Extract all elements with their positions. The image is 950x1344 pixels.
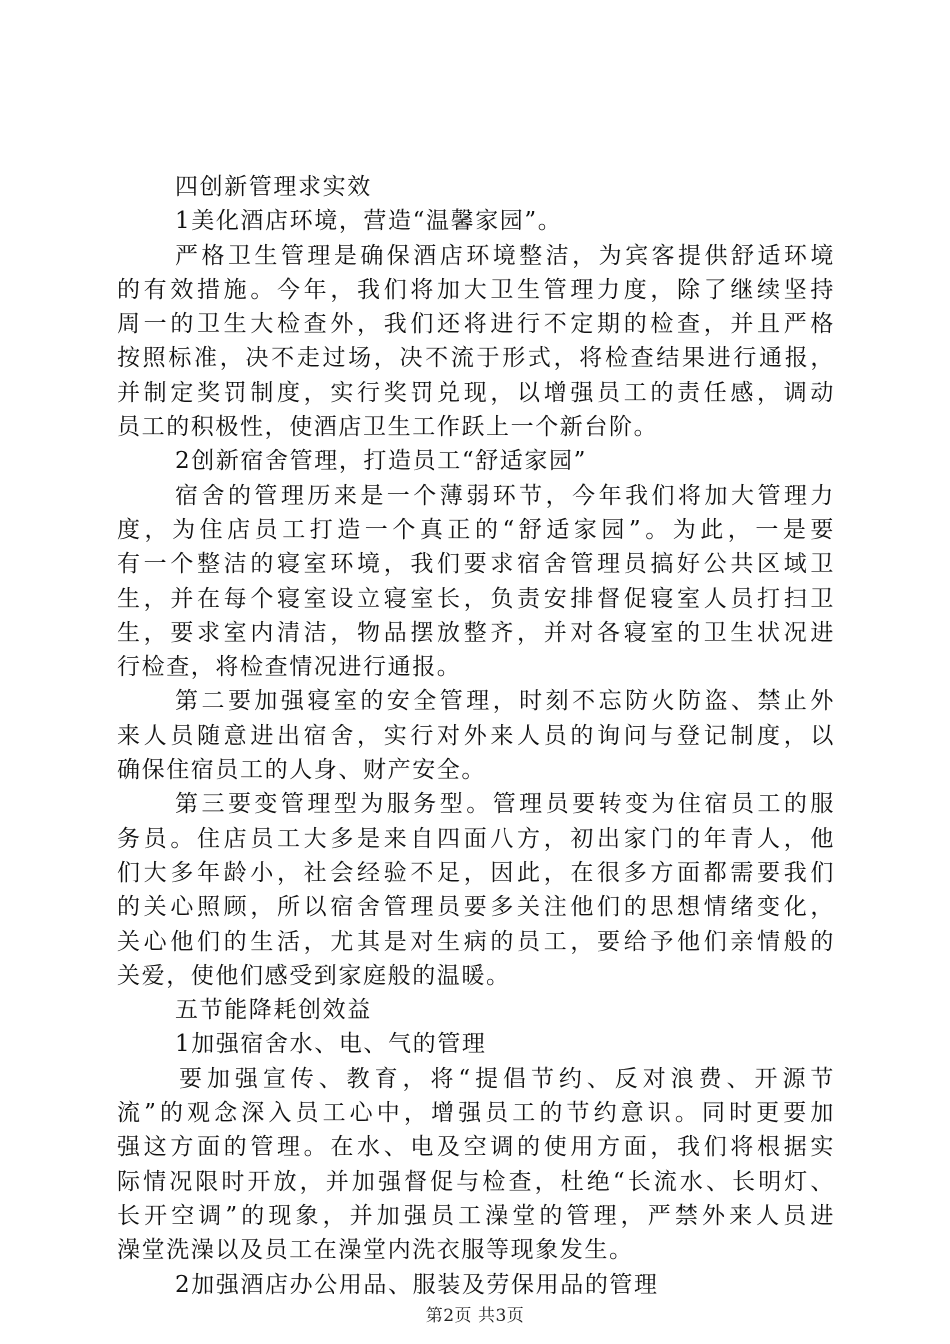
- subheading-2-dormitory: 2创新宿舍管理，打造员工“舒适家园”: [175, 448, 587, 475]
- paragraph-line: 澡堂洗澡以及员工在澡堂内洗衣服等现象发生。: [117, 1237, 634, 1264]
- page-number-footer: 第2页 共3页: [425, 1306, 525, 1326]
- subheading-2-supplies: 2加强酒店办公用品、服装及劳保用品的管理: [175, 1271, 659, 1298]
- paragraph-line: 来人员随意进出宿舍，实行对外来人员的询问与登记制度，以: [117, 722, 835, 749]
- document-body: [117, 170, 835, 1302]
- paragraph-line: 际情况限时开放，并加强督促与检查，杜绝“长流水、长明灯、: [117, 1168, 835, 1195]
- paragraph-line: 长开空调”的现象，并加强员工澡堂的管理，严禁外来人员进: [117, 1202, 835, 1229]
- paragraph-line: 强这方面的管理。在水、电及空调的使用方面，我们将根据实: [117, 1134, 835, 1161]
- paragraph-line: 们大多年龄小，社会经验不足，因此，在很多方面都需要我们: [117, 859, 835, 886]
- paragraph-line: 有一个整洁的寝室环境，我们要求宿舍管理员搞好公共区域卫: [117, 551, 835, 578]
- paragraph-line: 流”的观念深入员工心中，增强员工的节约意识。同时更要加: [117, 1100, 835, 1127]
- paragraph-line: 要加强宣传、教育，将“提倡节约、反对浪费、开源节: [179, 1065, 835, 1092]
- paragraph-line: 员工的积极性，使酒店卫生工作跃上一个新台阶。: [117, 414, 659, 441]
- paragraph-line: 度，为住店员工打造一个真正的“舒适家园”。为此，一是要: [117, 516, 835, 543]
- paragraph-line: 生，并在每个寝室设立寝室长，负责安排督促寝室人员打扫卫: [117, 585, 835, 612]
- paragraph-line: 第三要变管理型为服务型。管理员要转变为住宿员工的服: [175, 791, 835, 818]
- paragraph-line: 确保住宿员工的人身、财产安全。: [117, 757, 486, 784]
- subheading-1-utilities: 1加强宿舍水、电、气的管理: [175, 1031, 487, 1058]
- section-heading-5: 五节能降耗创效益: [175, 997, 372, 1024]
- paragraph-line: 的关心照顾，所以宿舍管理员要多关注他们的思想情绪变化，: [117, 894, 835, 921]
- section-heading-4: 四创新管理求实效: [175, 174, 372, 200]
- paragraph-line: 务员。住店员工大多是来自四面八方，初出家门的年青人，他: [117, 825, 835, 852]
- subheading-1-environment: 1美化酒店环境，营造“温馨家园”。: [175, 208, 563, 235]
- paragraph-line: 行检查，将检查情况进行通报。: [117, 654, 462, 681]
- paragraph-line: 并制定奖罚制度，实行奖罚兑现，以增强员工的责任感，调动: [117, 379, 835, 406]
- paragraph-line: 关心他们的生活，尤其是对生病的员工，要给予他们亲情般的: [117, 928, 835, 955]
- paragraph-line: 第二要加强寝室的安全管理，时刻不忘防火防盗、禁止外: [175, 688, 835, 715]
- paragraph-line: 宿舍的管理历来是一个薄弱环节，今年我们将加大管理力: [175, 482, 835, 509]
- paragraph-line: 按照标准，决不走过场，决不流于形式，将检查结果进行通报，: [117, 345, 835, 372]
- paragraph-line: 关爱，使他们感受到家庭般的温暖。: [117, 962, 511, 989]
- paragraph-line: 周一的卫生大检查外，我们还将进行不定期的检查，并且严格: [117, 311, 835, 338]
- paragraph-line: 严格卫生管理是确保酒店环境整洁，为宾客提供舒适环境: [175, 242, 835, 269]
- paragraph-line: 的有效措施。今年，我们将加大卫生管理力度，除了继续坚持: [117, 276, 835, 303]
- paragraph-line: 生，要求室内清洁，物品摆放整齐，并对各寝室的卫生状况进: [117, 619, 835, 646]
